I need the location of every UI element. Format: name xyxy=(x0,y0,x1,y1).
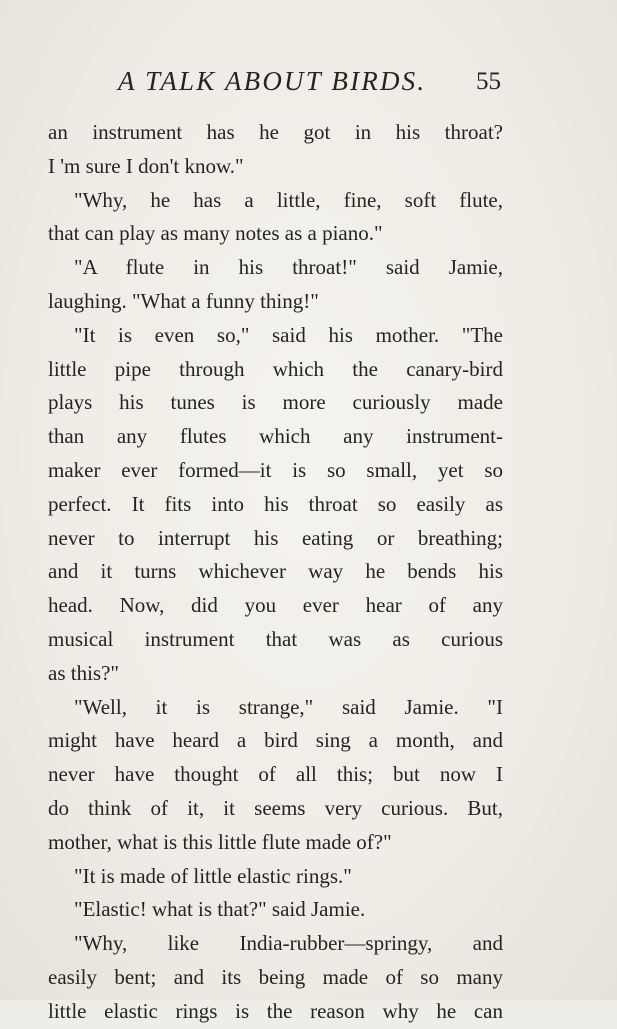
text-line: maker ever formed—it is so small, yet so xyxy=(48,457,503,482)
text-line: head. Now, did you ever hear of any xyxy=(48,593,503,618)
text-line: laughing. "What a funny thing!" xyxy=(48,288,319,313)
text-line: might have heard a bird sing a month, and xyxy=(48,728,503,753)
text-line: that can play as many notes as a piano." xyxy=(48,221,383,246)
running-title: A TALK ABOUT BIRDS. xyxy=(118,66,427,96)
text-line: "Elastic! what is that?" said Jamie. xyxy=(74,897,366,922)
text-line: easily bent; and its being made of so many xyxy=(48,964,503,989)
text-line: "It is made of little elastic rings." xyxy=(74,863,352,888)
text-line: musical instrument that was as curious xyxy=(48,626,503,651)
text-line: as this?" xyxy=(48,660,119,685)
text-line: and it turns whichever way he bends his xyxy=(48,559,503,584)
page-number: 55 xyxy=(476,68,501,95)
text-line: "It is even so," said his mother. "The xyxy=(74,322,503,347)
page-header xyxy=(0,62,617,102)
text-line: "A flute in his throat!" said Jamie, xyxy=(74,255,503,280)
text-line: "Why, like India-rubber—springy, and xyxy=(74,931,503,956)
body-text xyxy=(48,116,503,1029)
text-line: than any flutes which any instrument- xyxy=(48,424,503,449)
text-line: "Why, he has a little, fine, soft flute, xyxy=(74,187,503,212)
text-line: little elastic rings is the reason why he can xyxy=(48,998,503,1023)
text-line: plays his tunes is more curiously made xyxy=(48,390,503,415)
text-line: "Well, it is strange," said Jamie. "I xyxy=(74,694,503,719)
text-line: do think of it, it seems very curious. But, xyxy=(48,795,503,820)
text-line: an instrument has he got in his throat? xyxy=(48,120,503,144)
text-line: perfect. It fits into his throat so easily as xyxy=(48,491,503,516)
text-line: I 'm sure I don't know." xyxy=(48,153,244,178)
text-line: mother, what is this little flute made of?" xyxy=(48,829,392,854)
text-line: never to interrupt his eating or breathing; xyxy=(48,525,503,550)
text-line: little pipe through which the canary-bird xyxy=(48,356,503,381)
text-line: never have thought of all this; but now I xyxy=(48,762,503,787)
